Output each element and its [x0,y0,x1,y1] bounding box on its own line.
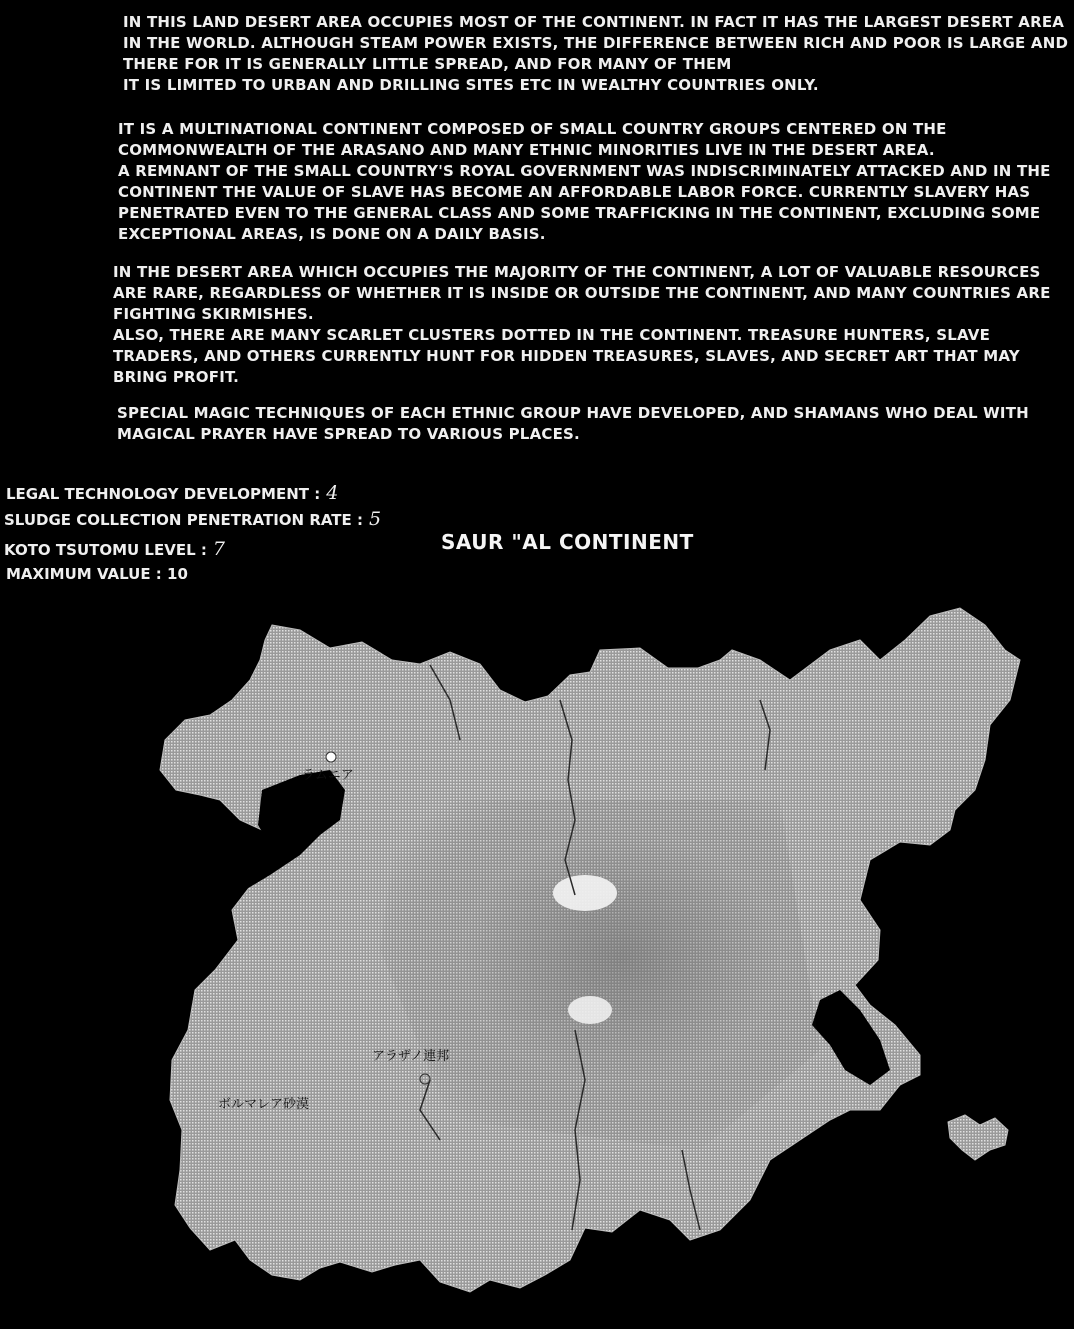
paragraph-line: MAGICAL PRAYER HAVE SPREAD TO VARIOUS PLACES. [117,425,580,443]
lore-paragraph-4 [117,403,1029,445]
lore-paragraph-1 [123,12,1068,96]
paragraph-line: IT IS A MULTINATIONAL CONTINENT COMPOSED OF SMALL COUNTRY GROUPS CENTERED ON THE [118,120,947,138]
stat-maximum-value [6,565,188,583]
stat-value: 4 [326,482,339,504]
stat-sludge-collection [4,508,381,530]
paragraph-line: ARE RARE, REGARDLESS OF WHETHER IT IS INSIDE OR OUTSIDE THE CONTINENT, AND MANY COUNTRIES ARE [113,284,1051,302]
stat-value: 5 [369,508,382,530]
place-label-ramunia: ラムニア [302,768,354,783]
stat-value: 7 [212,538,225,560]
paragraph-line: CONTINENT THE VALUE OF SLAVE HAS BECOME AN AFFORDABLE LABOR FORCE. CURRENTLY SLAVERY HAS [118,183,1031,201]
paragraph-line: IN THIS LAND DESERT AREA OCCUPIES MOST OF THE CONTINENT. IN FACT IT HAS THE LARGEST DESERT AREA [123,13,1065,31]
paragraph-line: BRING PROFIT. [113,368,240,386]
island [948,1115,1008,1160]
lore-paragraph-3 [113,262,1051,388]
place-label-arasano: アラザノ連邦 [372,1049,450,1064]
lore-paragraph-2 [118,119,1051,245]
stat-label: MAXIMUM VALUE : 10 [6,565,188,583]
place-label-bolmaria: ボルマレア砂漠 [218,1097,310,1112]
paragraph-line: EXCEPTIONAL AREAS, IS DONE ON A DAILY BASIS. [118,225,546,243]
paragraph-line: SPECIAL MAGIC TECHNIQUES OF EACH ETHNIC GROUP HAVE DEVELOPED, AND SHAMANS WHO DEAL WITH [117,404,1029,422]
paragraph-line: COMMONWEALTH OF THE ARASANO AND MANY ETHNIC MINORITIES LIVE IN THE DESERT AREA. [118,141,935,159]
paragraph-line: TRADERS, AND OTHERS CURRENTLY HUNT FOR HIDDEN TREASURES, SLAVES, AND SECRET ART THAT MAY [113,347,1020,365]
paragraph-line: A REMNANT OF THE SMALL COUNTRY'S ROYAL GOVERNMENT WAS INDISCRIMINATELY ATTACKED AND IN THE [118,162,1051,180]
stat-koto-tsutomu [4,538,225,560]
map-title: SAUR "AL CONTINENT [441,530,694,554]
stat-label: KOTO TSUTOMU LEVEL : [4,541,207,559]
stat-label: LEGAL TECHNOLOGY DEVELOPMENT : [6,485,321,503]
continent-map [0,590,1074,1329]
stat-legal-technology [6,482,338,504]
stat-label: SLUDGE COLLECTION PENETRATION RATE : [4,511,364,529]
paragraph-line: ALSO, THERE ARE MANY SCARLET CLUSTERS DOTTED IN THE CONTINENT. TREASURE HUNTERS, SLAVE [113,326,991,344]
ramunia-marker-icon [326,752,336,762]
paragraph-line: IN THE WORLD. ALTHOUGH STEAM POWER EXISTS, THE DIFFERENCE BETWEEN RICH AND POOR IS LARGE AND [123,34,1069,52]
paragraph-line: FIGHTING SKIRMISHES. [113,305,314,323]
paragraph-line: THERE FOR IT IS GENERALLY LITTLE SPREAD, AND FOR MANY OF THEM [123,55,732,73]
paragraph-line: PENETRATED EVEN TO THE GENERAL CLASS AND SOME TRAFFICKING IN THE CONTINENT, EXCLUDING SOME [118,204,1041,222]
paragraph-line: IT IS LIMITED TO URBAN AND DRILLING SITES ETC IN WEALTHY COUNTRIES ONLY. [123,76,819,94]
paragraph-line: IN THE DESERT AREA WHICH OCCUPIES THE MAJORITY OF THE CONTINENT, A LOT OF VALUABLE RESOURCES [113,263,1041,281]
